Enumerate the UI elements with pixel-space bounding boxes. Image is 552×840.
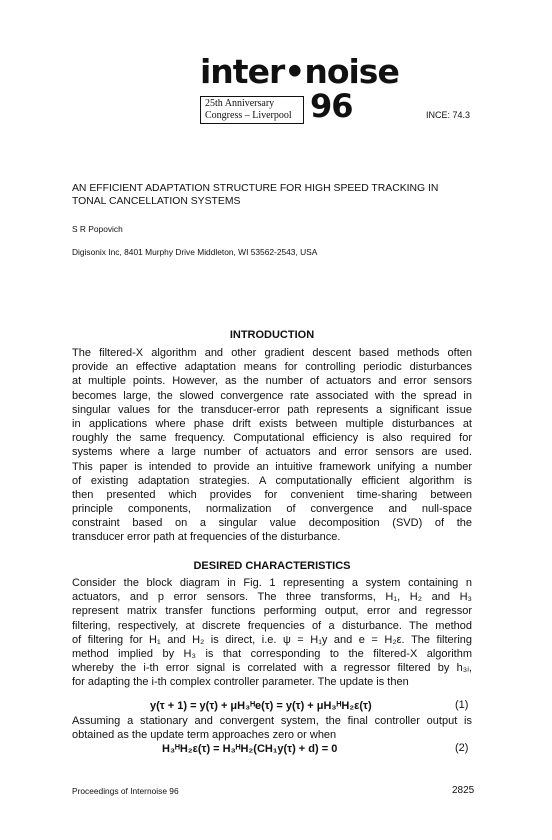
affiliation: Digisonix Inc, 8401 Murphy Drive Middleton, WI 53562-2543, USA	[72, 247, 318, 257]
text-line: then presented which provides for convenient time-sharing between	[72, 488, 472, 501]
desired-paragraph-2	[72, 714, 472, 742]
text-line: actuators, and p error sensors. The three transforms, H₁, H₂ and H₃	[72, 591, 472, 604]
anniversary-box	[200, 96, 304, 124]
text-line: obtained as the update term approaches zero or when	[72, 729, 337, 742]
equation-1: y(τ + 1) = y(τ) + μH₃ᴴe(τ) = y(τ) + μH₃ᴴH₂ε(τ)	[150, 700, 372, 712]
introduction-paragraph	[72, 346, 472, 545]
text-line: whereby the i-th error signal is correlated with a regressor filtered by h₃ᵢ,	[72, 662, 472, 675]
text-line: Consider the block diagram in Fig. 1 representing a system containing n	[72, 577, 472, 589]
text-line: This paper is intended to provide an intuitive framework unifying a number	[72, 460, 472, 473]
text-line: of filtering for H₁ and H₂ is direct, i.e. ψ = H₁y and e = H₂ε. The filtering	[72, 633, 472, 646]
conference-year: 96	[310, 87, 353, 125]
ince-code: INCE: 74.3	[426, 110, 471, 120]
text-line: of existing adaptation strategies. A computationally efficient algorithm is	[72, 474, 472, 487]
text-line: transducer error path at frequencies of the disturbance.	[72, 531, 341, 544]
text-line: for adapting the i-th complex controller parameter. The update is then	[72, 676, 409, 689]
equation-2-number: (2)	[455, 742, 469, 754]
paper-title	[72, 182, 492, 208]
text-line: roughly the same frequency. Computational efficiency is also required for	[72, 432, 472, 445]
footer-proceedings: Proceedings of Internoise 96	[72, 786, 179, 796]
text-line: constraint based on a singular value decomposition (SVD) of the	[72, 517, 472, 530]
title-line-1: AN EFFICIENT ADAPTATION STRUCTURE FOR HIGH SPEED TRACKING IN	[72, 183, 439, 194]
text-line: represent matrix transfer functions performing output, error and regressor	[72, 605, 472, 618]
text-line: provide an effective adaptation means for controlling periodic disturbances	[72, 361, 472, 374]
author: S R Popovich	[72, 224, 123, 234]
text-line: filtering, respectively, at discrete frequencies of a disturbance. The method	[72, 619, 472, 632]
equation-1-number: (1)	[455, 699, 469, 711]
title-line-2: TONAL CANCELLATION SYSTEMS	[72, 196, 241, 207]
text-line: at multiple points. However, as the number of actuators and error sensors	[72, 375, 472, 388]
text-line: singular values for the transducer-error path represents a significant issue	[72, 403, 472, 416]
text-line: systems where a large number of actuators and error sensors are used.	[72, 446, 472, 459]
conference-logo: inter•noise	[200, 52, 399, 91]
text-line: becomes large, the slowed convergence rate associated with the spread in	[72, 389, 472, 402]
equation-2: H₃ᴴH₂ε(τ) = H₃ᴴH₂(CH₁y(τ) + d) = 0	[162, 743, 338, 755]
introduction-heading: INTRODUCTION	[229, 329, 315, 341]
text-line: The filtered-X algorithm and other gradient descent based methods often	[72, 347, 472, 359]
text-line: in applications where phase drift exists between multiple disturbances at	[72, 417, 472, 430]
text-line: Assuming a stationary and convergent system, the final controller output is	[72, 715, 472, 727]
desired-paragraph	[72, 576, 472, 690]
text-line: principle components, normalization of convergence and null-space	[72, 503, 472, 516]
text-line: method implied by H₃ is that corresponding to the filtered-X algorithm	[72, 647, 472, 660]
anniversary-line-1: 25th Anniversary	[205, 98, 275, 109]
desired-heading: DESIRED CHARACTERISTICS	[193, 560, 351, 572]
anniversary-line-2: Congress – Liverpool	[205, 110, 292, 121]
page-number: 2825	[452, 785, 475, 796]
